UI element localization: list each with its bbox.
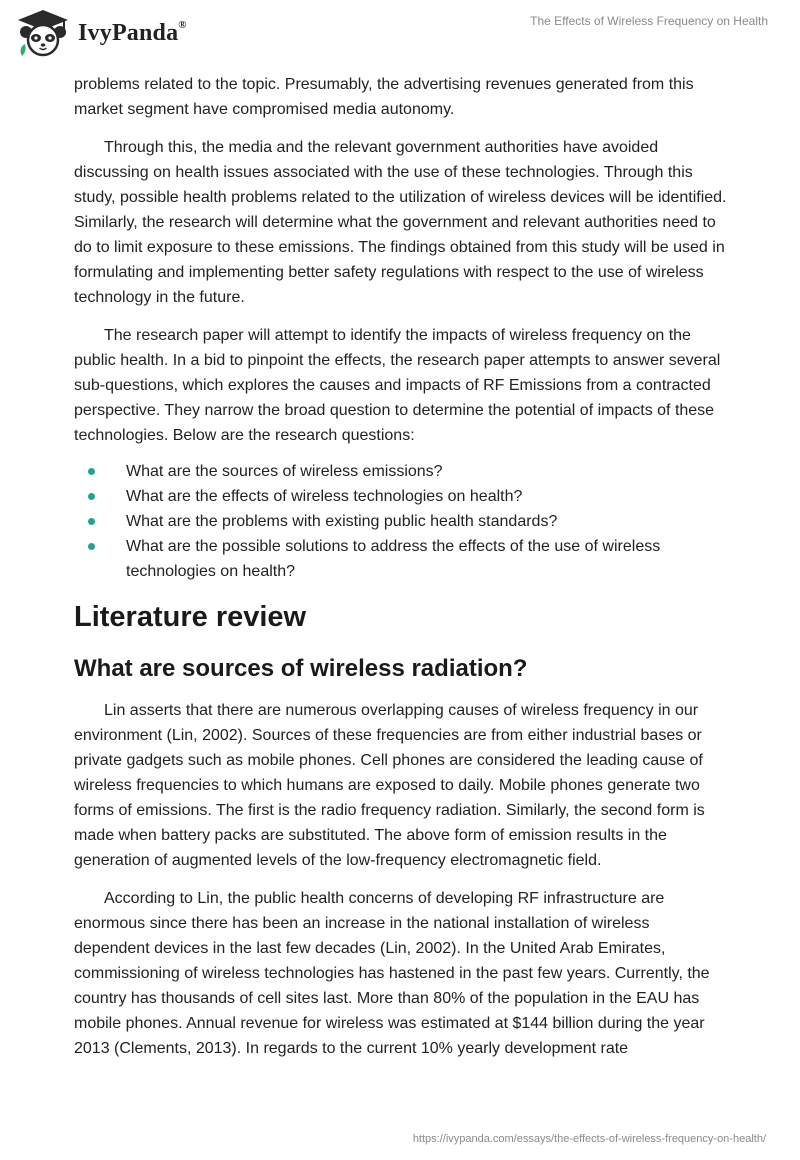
list-item: What are the sources of wireless emissions? xyxy=(74,459,728,484)
brand-name: IvyPanda® xyxy=(78,18,187,46)
page-header xyxy=(0,0,800,70)
essay-content xyxy=(74,72,728,1074)
list-item: What are the possible solutions to address the effects of the use of wireless technologies on health? xyxy=(74,534,728,584)
paragraph: The research paper will attempt to identify the impacts of wireless frequency on the public health. In a bid to pinpoint the effects, the research paper attempts to answer several sub-questions, which explores the causes and impacts of RF Emissions from a contracted perspective. They narrow the broad question to determine the potential of impacts of these technologies. Below are the research questions: xyxy=(74,327,721,444)
document-title: The Effects of Wireless Frequency on Health xyxy=(530,14,768,28)
brand-logo[interactable] xyxy=(14,8,187,58)
list-item: What are the effects of wireless technologies on health? xyxy=(74,484,728,509)
panda-logo-icon xyxy=(14,8,72,58)
section-heading-literature-review: Literature review xyxy=(74,601,307,633)
paragraph: Lin asserts that there are numerous overlapping causes of wireless frequency in our environment (Lin, 2002). Sources of these frequencies are from either industrial bases or private gadgets such as mobile phones. Cell phones are considered the leading cause of wireless frequencies to which humans are exposed to daily. Mobile phones generate two forms of emissions. The first is the radio frequency radiation. Similarly, the second form is made when battery packs are substituted. The above form of emission results in the generation of augmented levels of the low-frequency electromagnetic field. xyxy=(74,702,705,869)
registered-mark: ® xyxy=(178,18,187,31)
list-item: What are the problems with existing public health standards? xyxy=(74,509,728,534)
subsection-heading-sources: What are sources of wireless radiation? xyxy=(74,655,528,682)
paragraph: According to Lin, the public health concerns of developing RF infrastructure are enormous since there has been an increase in the national installation of wireless dependent devices in the last few decades (Lin, 2002). In the United Arab Emirates, commissioning of wireless technologies has hastened in the past few years. Currently, the country has thousands of cell sites last. More than 80% of the population in the EAU has mobile phones. Annual revenue for wireless was estimated at $144 billion during the year 2013 (Clements, 2013). In regards to the current 10% yearly development rate xyxy=(74,890,710,1057)
bullet-icon xyxy=(88,468,95,475)
paragraph: Through this, the media and the relevant government authorities have avoided discussing on health issues associated with the use of these technologies. Through this study, possible health problems related to the utilization of wireless devices will be identified. Similarly, the research will determine what the government and relevant authorities need to do to limit exposure to these emissions. The findings obtained from this study will be used in formulating and implementing better safety regulations with respect to the use of wireless technology in the future. xyxy=(74,139,727,306)
research-questions-list xyxy=(74,459,728,584)
paragraph: problems related to the topic. Presumably, the advertising revenues generated from this market segment have compromised media autonomy. xyxy=(74,76,694,118)
bullet-icon xyxy=(88,493,95,500)
source-url[interactable]: https://ivypanda.com/essays/the-effects-of-wireless-frequency-on-health/ xyxy=(412,1133,766,1145)
bullet-icon xyxy=(88,543,95,550)
bullet-icon xyxy=(88,518,95,525)
